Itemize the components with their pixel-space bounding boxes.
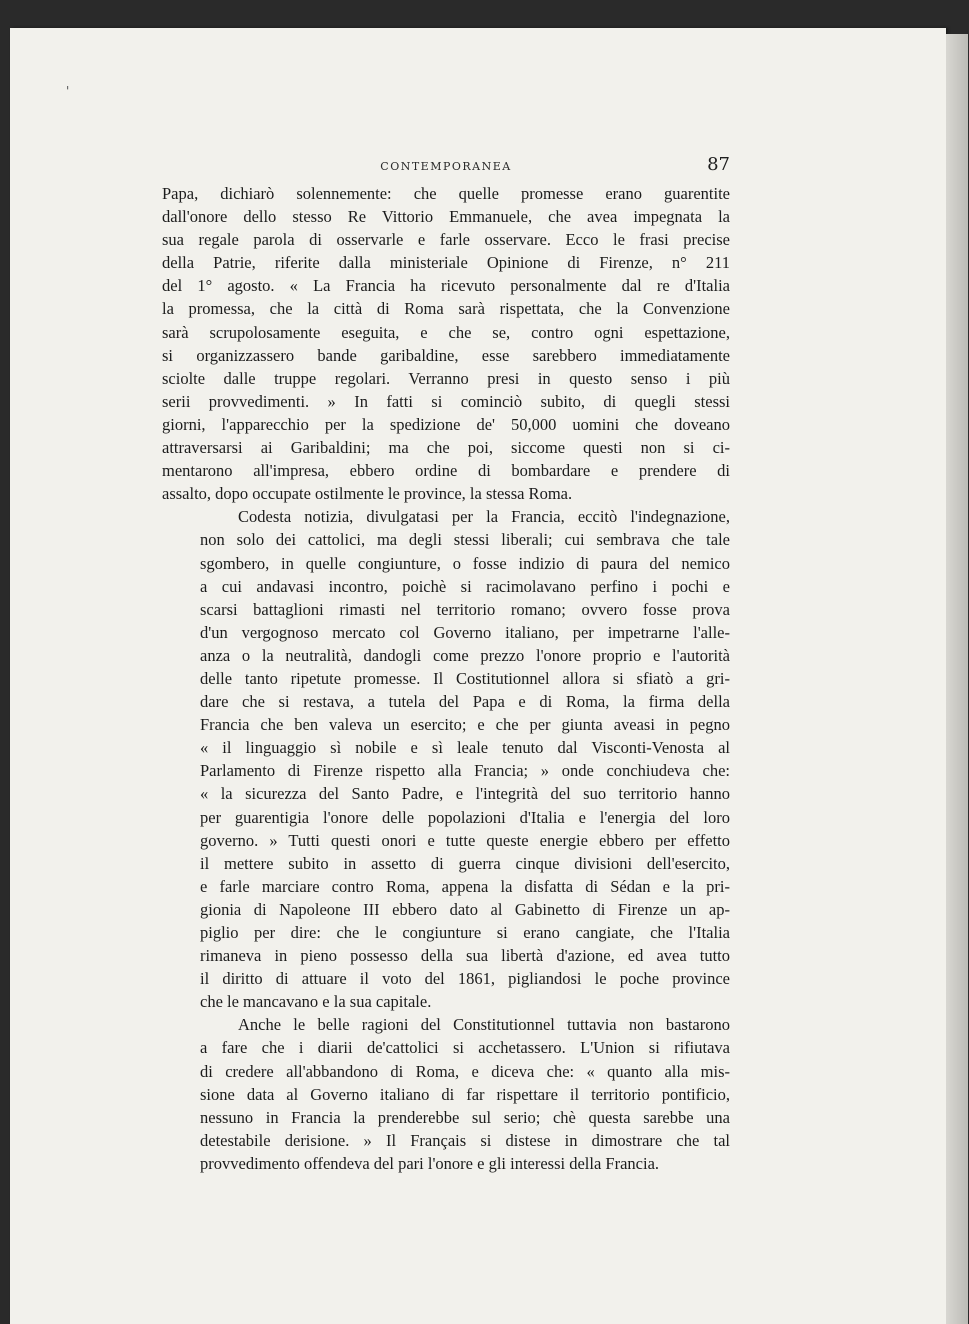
text-line: « il linguaggio sì nobile e sì leale tenuto dal Visconti-Venosta al [200,738,730,758]
text-line: a fare che i diarii de'cattolici si acchetassero. L'Union si rifiutava [200,1038,730,1058]
paragraph [162,505,730,1013]
text-line: del 1° agosto. « La Francia ha ricevuto personalmente dal re d'Italia [162,276,730,296]
text-line: giorni, l'apparecchio per la spedizione de' 50,000 uomini che doveano [162,414,730,434]
text-line: e farle marciare contro Roma, appena la disfatta di Sédan e la pri- [200,876,730,896]
text-line: « la sicurezza del Santo Padre, e l'integrità del suo territorio hanno [200,784,730,804]
text-line: Parlamento di Firenze rispetto alla Francia; » onde conchiudeva che: [200,761,730,781]
text-line: dall'onore dello stesso Re Vittorio Emmanuele, che avea impegnata la [162,207,730,227]
text-line: Anche le belle ragioni del Constitutionnel tuttavia non bastarono [238,1015,730,1035]
page-header [162,154,730,178]
text-line: anza o la neutralità, dandogli come prezzo l'onore proprio e l'autorità [200,645,730,665]
paragraph [162,182,730,505]
text-line: nessuno in Francia la prenderebbe sul serio; chè questa sarebbe una [200,1107,730,1127]
running-head: CONTEMPORANEA [380,160,512,173]
text-line: Francia che ben valeva un esercito; e che per giunta aveasi in pegno [200,715,730,735]
text-line: sua regale parola di osservarle e farle osservare. Ecco le frasi precise [162,230,730,250]
text-line: a cui andavasi incontro, poichè si racimolavano perfino i pochi e [200,576,730,596]
text-line: della Patrie, riferite dalla ministeriale Opinione di Firenze, n° 211 [162,253,730,273]
text-line: delle tanto ripetute promesse. Il Costitutionnel allora si sfiatò a gri- [200,668,730,688]
text-line: piglio per dire: che le congiunture si erano cangiate, che l'Italia [200,923,730,942]
text-line: scarsi battaglioni rimasti nel territorio romano; ovvero fosse prova [200,599,730,619]
text-line: gionia di Napoleone III ebbero dato al Gabinetto di Firenze un ap- [200,899,730,919]
text-line: che le mancavano e la sua capitale. [200,992,432,1012]
text-line: attraversarsi ai Garibaldini; ma che poi, siccome questi non si ci- [162,438,730,458]
text-line: sione data al Governo italiano di far rispettare il territorio pontificio, [200,1084,730,1104]
text-line: sgombero, in quelle congiunture, o fosse indizio di paura del nemico [200,553,730,573]
text-line: detestabile derisione. » Il Français si distese in dimostrare che tal [200,1130,730,1150]
text-line: governo. » Tutti questi onori e tutte queste energie ebbero per effetto [200,830,730,850]
text-line: Papa, dichiarò solennemente: che quelle promesse erano guarentite [162,184,730,203]
text-line: non solo dei cattolici, ma degli stessi liberali; cui sembrava che tale [200,530,730,550]
text-line: provvedimento offendeva del pari l'onore e gli interessi della Francia. [200,1153,660,1173]
text-line: il diritto di attuare il voto del 1861, pigliandosi le poche province [200,969,730,989]
text-line: rimaneva in pieno possesso della sua libertà d'azione, ed avea tutto [200,946,730,966]
paragraph [162,1013,730,1175]
text-line: serii provvedimenti. » In fatti si cominciò subito, di quegli stessi [162,391,730,411]
text-line: il mettere subito in assetto di guerra cinque divisioni dell'esercito, [200,853,730,873]
text-line: Codesta notizia, divulgatasi per la Francia, eccitò l'indegnazione, [238,507,730,527]
text-line: sciolte dalle truppe regolari. Verranno presi in questo senso i più [162,368,730,388]
body-text [162,182,730,1175]
text-line: di credere all'abbandono di Roma, e diceva che: « quanto alla mis- [200,1061,730,1081]
margin-mark: ' [66,84,70,98]
text-line: per guarentigia l'onore delle popolazioni d'Italia e l'energia del loro [200,807,730,827]
page-number: 87 [707,154,730,175]
text-line: assalto, dopo occupate ostilmente le province, la stessa Roma. [162,484,573,504]
text-line: mentarono all'impresa, ebbero ordine di bombardare e prendere di [162,461,730,481]
text-line: dare che si restava, a tutela del Papa e di Roma, la firma della [200,692,730,712]
text-line: d'un vergognoso mercato col Governo italiano, per impetrarne l'alle- [200,622,730,642]
text-line: la promessa, che la città di Roma sarà rispettata, che la Convenzione [162,299,730,319]
text-line: sarà scrupolosamente eseguita, e che se, contro ogni espettazione, [162,322,730,342]
text-line: si organizzassero bande garibaldine, esse sarebbero immediatamente [162,345,730,365]
